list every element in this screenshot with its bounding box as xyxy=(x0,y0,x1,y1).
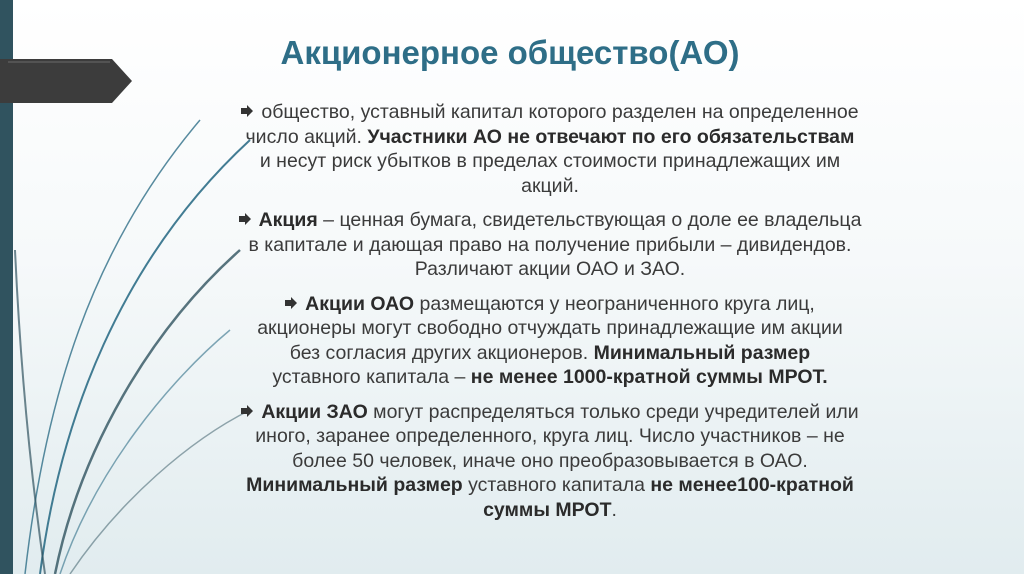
bold-text: Минимальный размер xyxy=(246,474,463,496)
text: и несут риск убытков в пределах стоимости принадлежащих им xyxy=(259,150,841,172)
paragraph-line xyxy=(292,450,808,472)
text: уставного капитала xyxy=(462,474,651,496)
paragraph-line xyxy=(272,366,827,388)
paragraph-line xyxy=(249,234,852,256)
paragraph-3 xyxy=(160,292,940,390)
text: более 50 человек, иначе оно преобразовывается в ОАО. xyxy=(292,449,808,472)
text: Различают акции ОАО и ЗАО. xyxy=(414,258,686,280)
bold-text: Акции ЗАО xyxy=(261,400,368,423)
arrow-right-icon xyxy=(241,105,253,117)
paragraph-4 xyxy=(160,400,940,523)
bold-text: Участники АО не отвечают по его обязательствам xyxy=(367,125,855,148)
text: могут распределяться только среди учредителей или xyxy=(367,400,859,423)
arrow-right-icon xyxy=(239,213,251,225)
paragraph-line xyxy=(241,401,858,423)
paragraph-line xyxy=(246,126,855,148)
paragraph-1 xyxy=(160,100,940,198)
title-arrow-tab xyxy=(0,59,132,103)
text: – ценная бумага, свидетельствующая о доле ее владельца xyxy=(317,209,862,231)
paragraph-line xyxy=(415,258,685,280)
bold-text: не менее 1000-кратной суммы МРОТ. xyxy=(470,366,828,388)
paragraph-line xyxy=(521,175,579,197)
arrow-right-icon xyxy=(285,297,297,309)
slide-title: Акционерное общество(АО) xyxy=(280,34,740,71)
slide-body xyxy=(160,100,940,522)
paragraph-line xyxy=(255,425,844,447)
text: . xyxy=(611,498,617,521)
bold-text: Акция xyxy=(258,209,318,231)
text: уставного капитала – xyxy=(272,366,471,388)
paragraph-2 xyxy=(160,208,940,282)
paragraph-line xyxy=(246,474,854,496)
text: число акций. xyxy=(245,125,368,148)
text: в капитале и дающая право на получение прибыли – дивидендов. xyxy=(248,233,852,256)
paragraph-line xyxy=(483,499,617,521)
text: иного, заранее определенного, круга лиц. Число участников – не xyxy=(255,425,845,447)
bold-text: не менее100-кратной xyxy=(650,474,854,496)
text: общество, уставный капитал которого разделен на определенное xyxy=(261,101,859,123)
bold-text: Минимальный размер xyxy=(593,341,811,364)
paragraph-line xyxy=(285,293,815,315)
paragraph-line xyxy=(290,342,810,364)
text: размещаются у неограниченного круга лиц, xyxy=(414,292,815,315)
text: акционеры могут свободно отчуждать принадлежащие им акции xyxy=(257,317,843,339)
paragraph-line xyxy=(260,150,840,172)
text: акций. xyxy=(521,174,579,197)
bold-text: Акции ОАО xyxy=(305,292,415,315)
paragraph-line xyxy=(257,317,843,339)
text: без согласия других акционеров. xyxy=(289,341,594,364)
bold-text: суммы МРОТ xyxy=(483,498,612,521)
paragraph-line xyxy=(239,209,862,231)
paragraph-line xyxy=(241,101,858,123)
arrow-right-icon xyxy=(241,405,253,417)
